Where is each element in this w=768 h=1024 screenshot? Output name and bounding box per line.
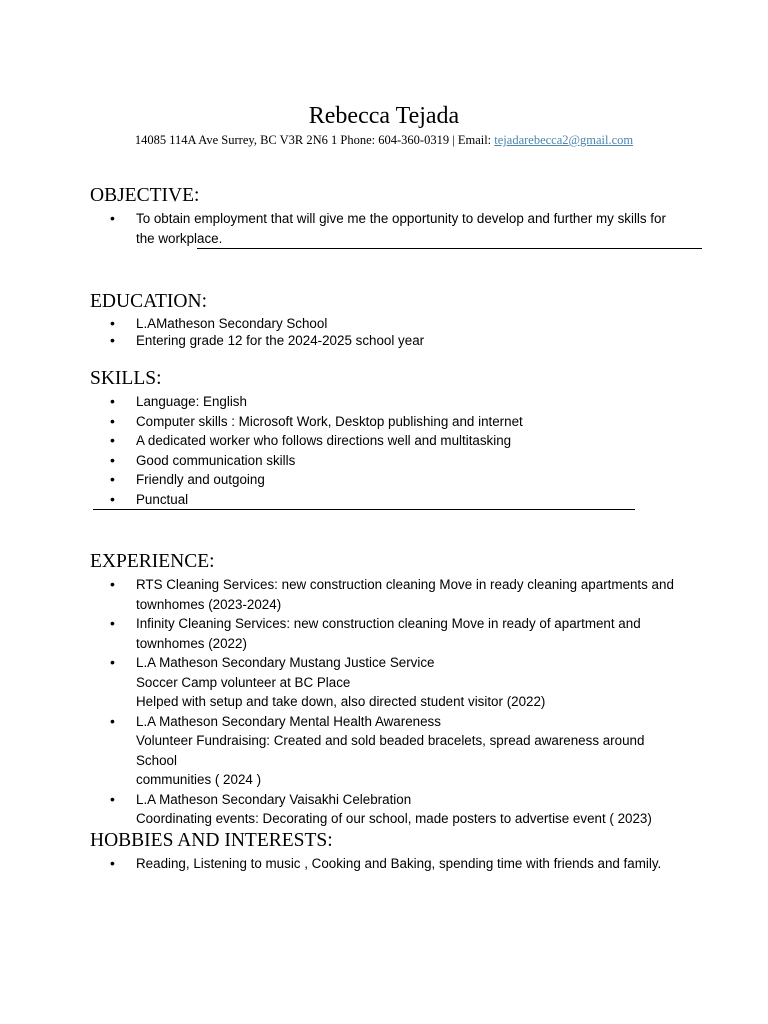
objective-text-line: • To obtain employment that will give me the opportunity to develop and further my skills for <box>136 211 666 226</box>
resume-name: Rebecca Tejada <box>308 103 460 129</box>
experience-line: townhomes (2022) <box>136 635 247 651</box>
experience-item <box>0 575 676 614</box>
experience-heading: EXPERIENCE: <box>90 551 215 572</box>
objective-list <box>0 209 676 248</box>
objective-divider <box>197 248 702 249</box>
experience-line: • L.A Matheson Secondary Mustang Justice Service <box>136 655 435 670</box>
experience-item <box>0 712 676 790</box>
experience-item <box>0 614 676 653</box>
skills-heading: SKILLS: <box>90 368 162 389</box>
hobbies-list <box>0 854 696 874</box>
experience-line: • L.A Matheson Secondary Mental Health Awareness <box>136 713 441 729</box>
experience-item <box>0 790 676 829</box>
skills-item: • A dedicated worker who follows directions well and multitasking <box>0 431 676 451</box>
experience-line: • RTS Cleaning Services: new construction cleaning Move in ready cleaning apartments and <box>136 577 674 592</box>
contact-line <box>0 131 768 149</box>
objective-heading: OBJECTIVE: <box>90 185 200 206</box>
skills-item: • Punctual <box>0 490 676 510</box>
experience-line: Coordinating events: Decorating of our school, made posters to advertise event ( 2023) <box>136 811 652 826</box>
skills-list <box>0 392 676 509</box>
skills-item: • Language: English <box>0 392 676 412</box>
experience-line: Helped with setup and take down, also directed student visitor (2022) <box>136 694 546 709</box>
objective-item <box>0 209 676 248</box>
experience-line: communities ( 2024 ) <box>136 772 262 787</box>
education-heading: EDUCATION: <box>90 291 207 312</box>
contact-details: 14085 114A Ave Surrey, BC V3R 2N6 1 Phone: 604-360-0319 | Email: <box>134 133 495 147</box>
skills-item: • Friendly and outgoing <box>0 470 676 490</box>
skills-item: • Good communication skills <box>0 451 676 471</box>
experience-line: Soccer Camp volunteer at BC Place <box>136 674 351 690</box>
experience-line: townhomes (2023-2024) <box>136 596 282 612</box>
skills-item: • Computer skills : Microsoft Work, Desktop publishing and internet <box>0 412 676 432</box>
experience-line: • L.A Matheson Secondary Vaisakhi Celebration <box>136 791 412 807</box>
experience-item <box>0 653 676 712</box>
skills-divider <box>93 509 635 510</box>
education-list <box>0 315 676 349</box>
experience-line: • Infinity Cleaning Services: new construction cleaning Move in ready of apartment and <box>136 616 641 631</box>
education-item: • L.AMatheson Secondary School <box>0 315 676 332</box>
email-link[interactable]: tejadarebecca2@gmail.com <box>494 133 634 147</box>
objective-text-line: the workplace. <box>136 230 223 246</box>
experience-line: Volunteer Fundraising: Created and sold beaded bracelets, spread awareness around School <box>136 733 645 768</box>
hobbies-heading: HOBBIES AND INTERESTS: <box>90 830 333 851</box>
education-item: • Entering grade 12 for the 2024-2025 school year <box>0 332 676 349</box>
hobbies-item: • Reading, Listening to music , Cooking and Baking, spending time with friends and family. <box>0 854 696 874</box>
experience-list <box>0 575 676 829</box>
